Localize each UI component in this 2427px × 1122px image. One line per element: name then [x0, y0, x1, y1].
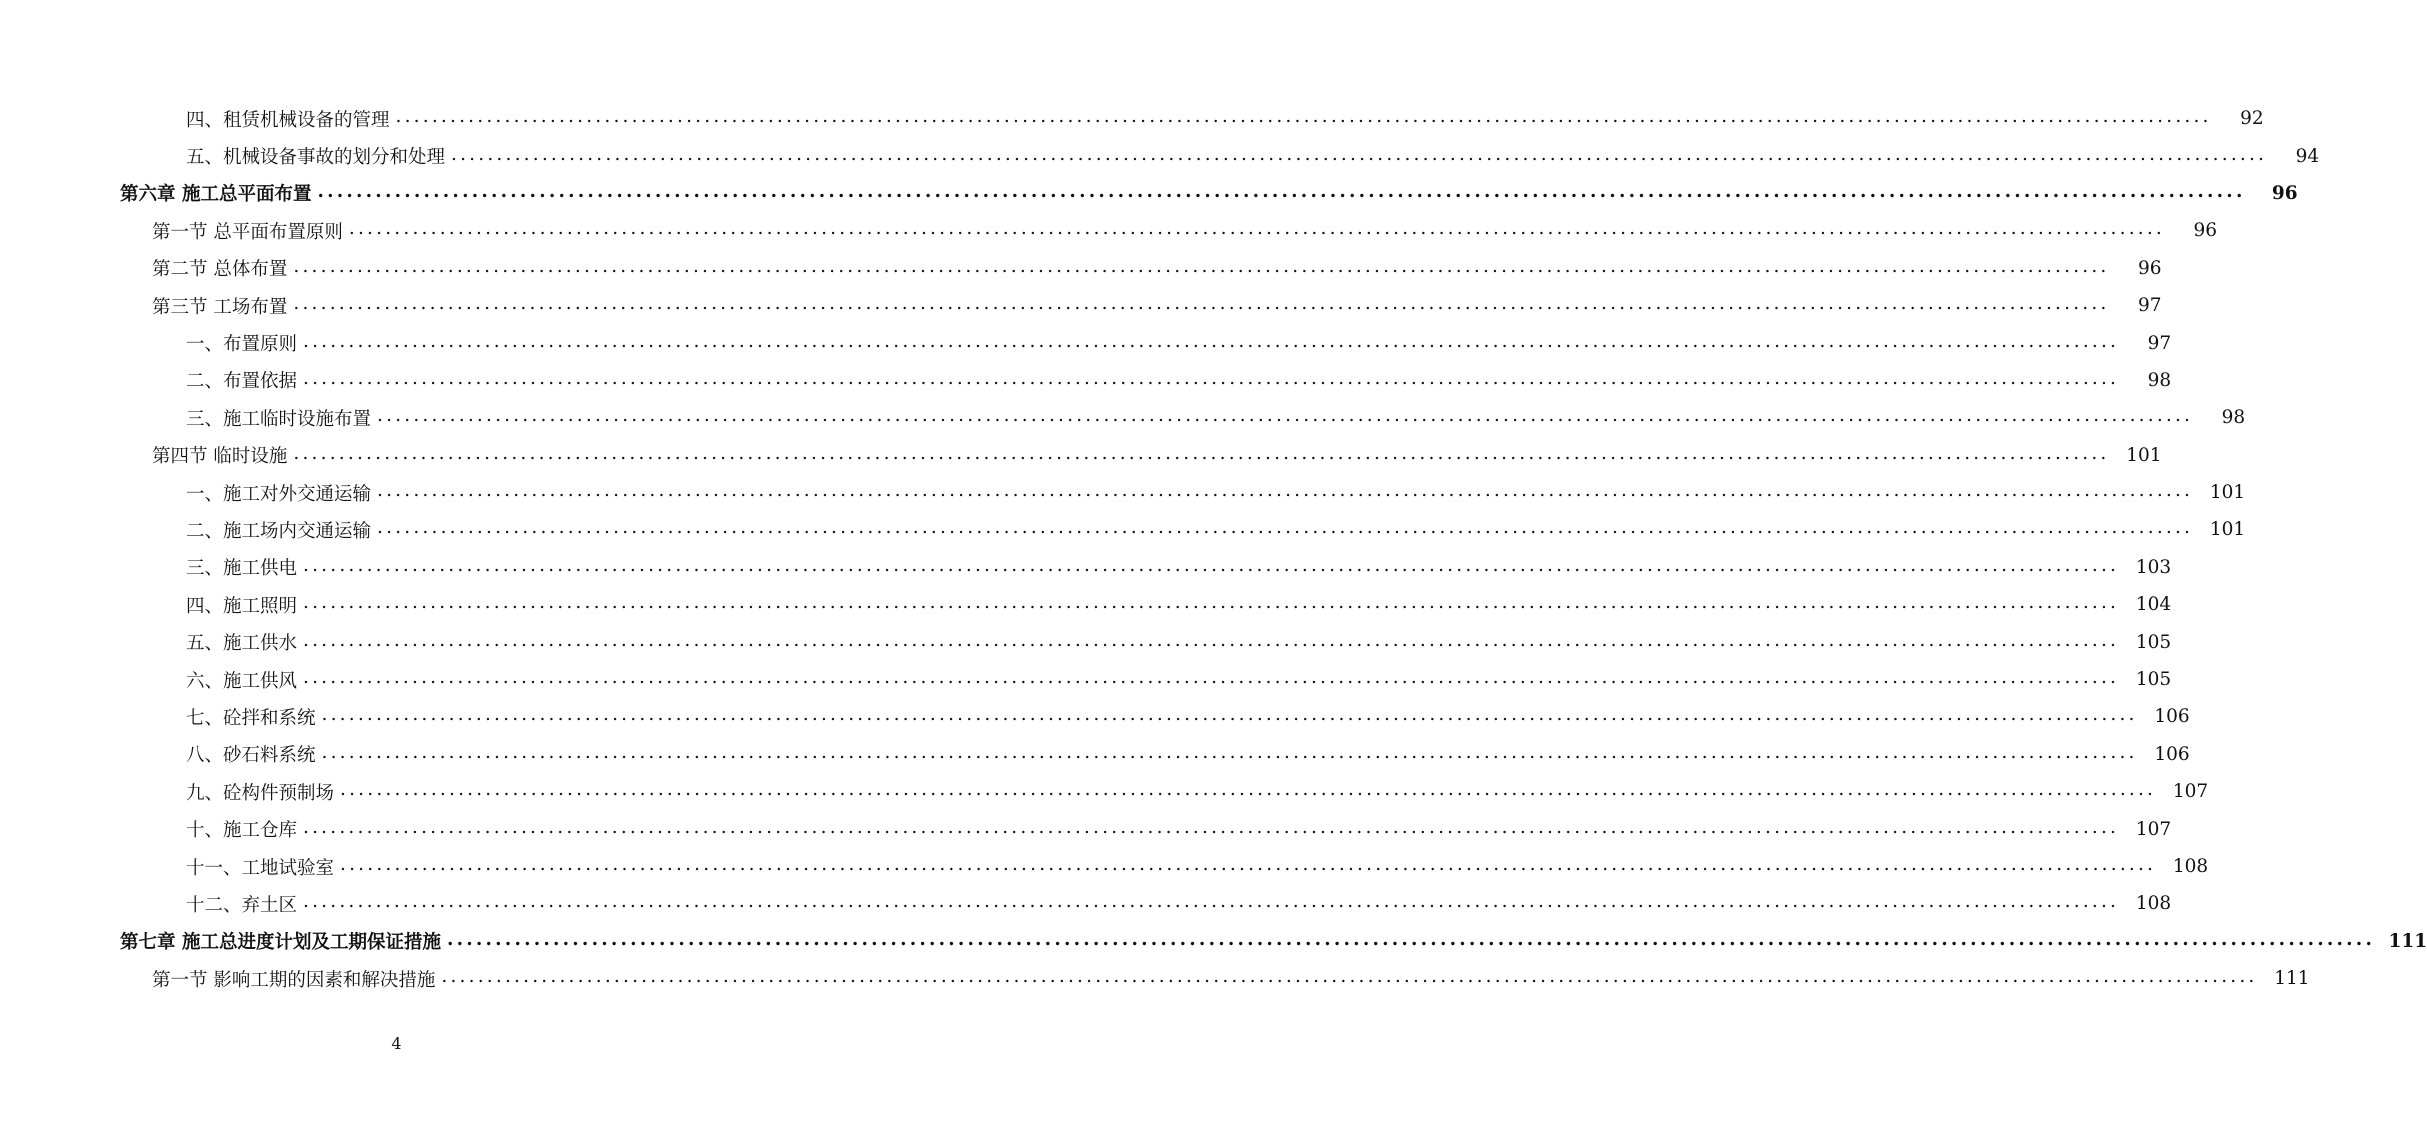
toc-page-number: 92 — [2240, 108, 2264, 130]
toc-subsection-entry[interactable] — [0, 885, 2172, 922]
toc-dot-leader: ........................................................................................................................................................................................................ — [303, 367, 2120, 389]
toc-chapter-entry[interactable] — [0, 923, 2427, 960]
toc-entry-title: 五、机械设备事故的划分和处理 — [186, 147, 446, 169]
toc-section-entry[interactable] — [0, 212, 2218, 249]
toc-subsection-entry[interactable] — [0, 511, 2246, 548]
toc-page-number: 111 — [2388, 930, 2427, 952]
toc-entry-title: 第七章 施工总进度计划及工期保证措施 — [120, 932, 441, 954]
toc-page-number: 96 — [2271, 182, 2298, 204]
toc-subsection-entry[interactable] — [0, 661, 2172, 698]
toc-subsection-entry[interactable] — [0, 736, 2190, 773]
toc-dot-leader: ........................................................................................................................................................................................................ — [303, 554, 2120, 576]
toc-dot-leader: ........................................................................................................................................................................................................ — [377, 517, 2194, 539]
toc-dot-leader: ........................................................................................................................................................................................................ — [340, 779, 2157, 801]
toc-page-number: 103 — [2135, 556, 2172, 578]
toc-page-number: 97 — [2137, 295, 2162, 317]
toc-entry-title: 一、布置原则 — [186, 334, 298, 356]
toc-page-number: 97 — [2147, 332, 2172, 354]
toc-entry-title: 八、砂石料系统 — [186, 745, 316, 767]
toc-subsection-entry[interactable] — [0, 848, 2209, 885]
toc-page-number: 101 — [2209, 482, 2246, 504]
toc-entry-title: 二、施工场内交通运输 — [186, 520, 372, 542]
toc-page-number: 98 — [2147, 369, 2172, 391]
toc-entry-title: 第二节 总体布置 — [152, 259, 288, 281]
toc-dot-leader: ........................................................................................................................................................................................................ — [303, 891, 2120, 913]
toc-dot-leader: ........................................................................................................................................................................................................ — [317, 180, 2246, 202]
toc-entry-title: 第四节 临时设施 — [152, 446, 288, 468]
toc-dot-leader: ........................................................................................................................................................................................................ — [321, 741, 2138, 763]
toc-page-number: 111 — [2274, 968, 2310, 990]
toc-dot-leader: ........................................................................................................................................................................................................ — [446, 928, 2376, 950]
toc-page-number: 108 — [2135, 893, 2172, 915]
toc-subsection-entry[interactable] — [0, 623, 2172, 660]
toc-page-number: 98 — [2221, 407, 2246, 429]
toc-entry-title: 一、施工对外交通运输 — [186, 483, 372, 505]
toc-page-number: 104 — [2135, 594, 2172, 616]
toc-subsection-entry[interactable] — [0, 586, 2172, 623]
toc-entry-title: 十一、工地试验室 — [186, 857, 335, 879]
toc-dot-leader: ........................................................................................................................................................................................................ — [293, 255, 2110, 277]
toc-dot-leader: ........................................................................................................................................................................................................ — [293, 442, 2110, 464]
toc-dot-leader: ........................................................................................................................................................................................................ — [303, 629, 2120, 651]
toc-dot-leader: ........................................................................................................................................................................................................ — [395, 106, 2212, 128]
toc-entry-title: 六、施工供风 — [186, 670, 298, 692]
toc-subsection-entry[interactable] — [0, 137, 2320, 174]
toc-page-number: 108 — [2172, 856, 2209, 877]
toc-entry-title: 五、施工供水 — [186, 633, 298, 655]
toc-entry-title: 四、租赁机械设备的管理 — [186, 109, 390, 131]
toc-entry-title: 第六章 施工总平面布置 — [120, 184, 312, 206]
toc-chapter-entry[interactable] — [0, 175, 2298, 212]
toc-entry-title: 三、施工临时设施布置 — [186, 408, 372, 430]
toc-dot-leader: ........................................................................................................................................................................................................ — [303, 816, 2120, 838]
toc-dot-leader: ........................................................................................................................................................................................................ — [303, 330, 2120, 352]
toc-subsection-entry[interactable] — [0, 549, 2172, 586]
toc-dot-leader: ........................................................................................................................................................................................................ — [451, 143, 2268, 165]
toc-entry-title: 第三节 工场布置 — [152, 296, 288, 318]
toc-page-number: 107 — [2135, 818, 2172, 840]
toc-entry-title: 四、施工照明 — [186, 595, 298, 617]
toc-section-entry[interactable] — [0, 960, 2310, 997]
toc-dot-leader: ........................................................................................................................................................................................................ — [303, 667, 2120, 689]
toc-dot-leader: ........................................................................................................................................................................................................ — [321, 704, 2138, 726]
toc-subsection-entry[interactable] — [0, 324, 2172, 361]
toc-section-entry[interactable] — [0, 287, 2162, 324]
toc-page-number: 94 — [2295, 145, 2320, 167]
toc-entry-title: 三、施工供电 — [186, 558, 298, 580]
toc-dot-leader: ........................................................................................................................................................................................................ — [340, 854, 2157, 875]
toc-dot-leader: ........................................................................................................................................................................................................ — [441, 966, 2258, 988]
toc-section-entry[interactable] — [0, 250, 2162, 287]
toc-entry-title: 九、砼构件预制场 — [186, 782, 335, 804]
toc-dot-leader: ........................................................................................................................................................................................................ — [377, 405, 2194, 427]
toc-section-entry[interactable] — [0, 437, 2162, 474]
toc-page-number: 107 — [2172, 781, 2209, 803]
toc-page-number: 105 — [2135, 631, 2172, 653]
toc-subsection-entry[interactable] — [0, 773, 2209, 810]
toc-subsection-entry[interactable] — [0, 362, 2172, 399]
toc-subsection-entry[interactable] — [0, 810, 2172, 847]
toc-entry-title: 第一节 影响工期的因素和解决措施 — [152, 969, 436, 991]
toc-page-number: 101 — [2209, 519, 2246, 541]
toc-dot-leader: ........................................................................................................................................................................................................ — [303, 592, 2120, 614]
toc-page-number: 101 — [2126, 444, 2162, 466]
toc-page-number: 106 — [2154, 743, 2190, 765]
toc-page-number: 96 — [2193, 220, 2218, 242]
toc-page-number: 105 — [2135, 669, 2172, 691]
toc-entry-title: 七、砼拌和系统 — [186, 707, 316, 729]
toc-dot-leader: ........................................................................................................................................................................................................ — [293, 293, 2110, 315]
toc-subsection-entry[interactable] — [0, 698, 2190, 735]
toc-entry-title: 第一节 总平面布置原则 — [152, 221, 343, 243]
table-of-contents — [0, 100, 2427, 997]
page-number: 4 — [391, 1034, 402, 1053]
toc-entry-title: 二、布置依据 — [186, 371, 298, 393]
toc-page-number: 106 — [2154, 706, 2190, 728]
toc-subsection-entry[interactable] — [0, 399, 2246, 436]
toc-dot-leader: ........................................................................................................................................................................................................ — [348, 218, 2166, 240]
toc-dot-leader: ........................................................................................................................................................................................................ — [377, 480, 2194, 502]
toc-page-number: 96 — [2137, 257, 2162, 279]
toc-entry-title: 十、施工仓库 — [186, 820, 298, 842]
toc-subsection-entry[interactable] — [0, 100, 2264, 137]
toc-subsection-entry[interactable] — [0, 474, 2246, 511]
toc-entry-title: 十二、弃土区 — [186, 894, 298, 916]
